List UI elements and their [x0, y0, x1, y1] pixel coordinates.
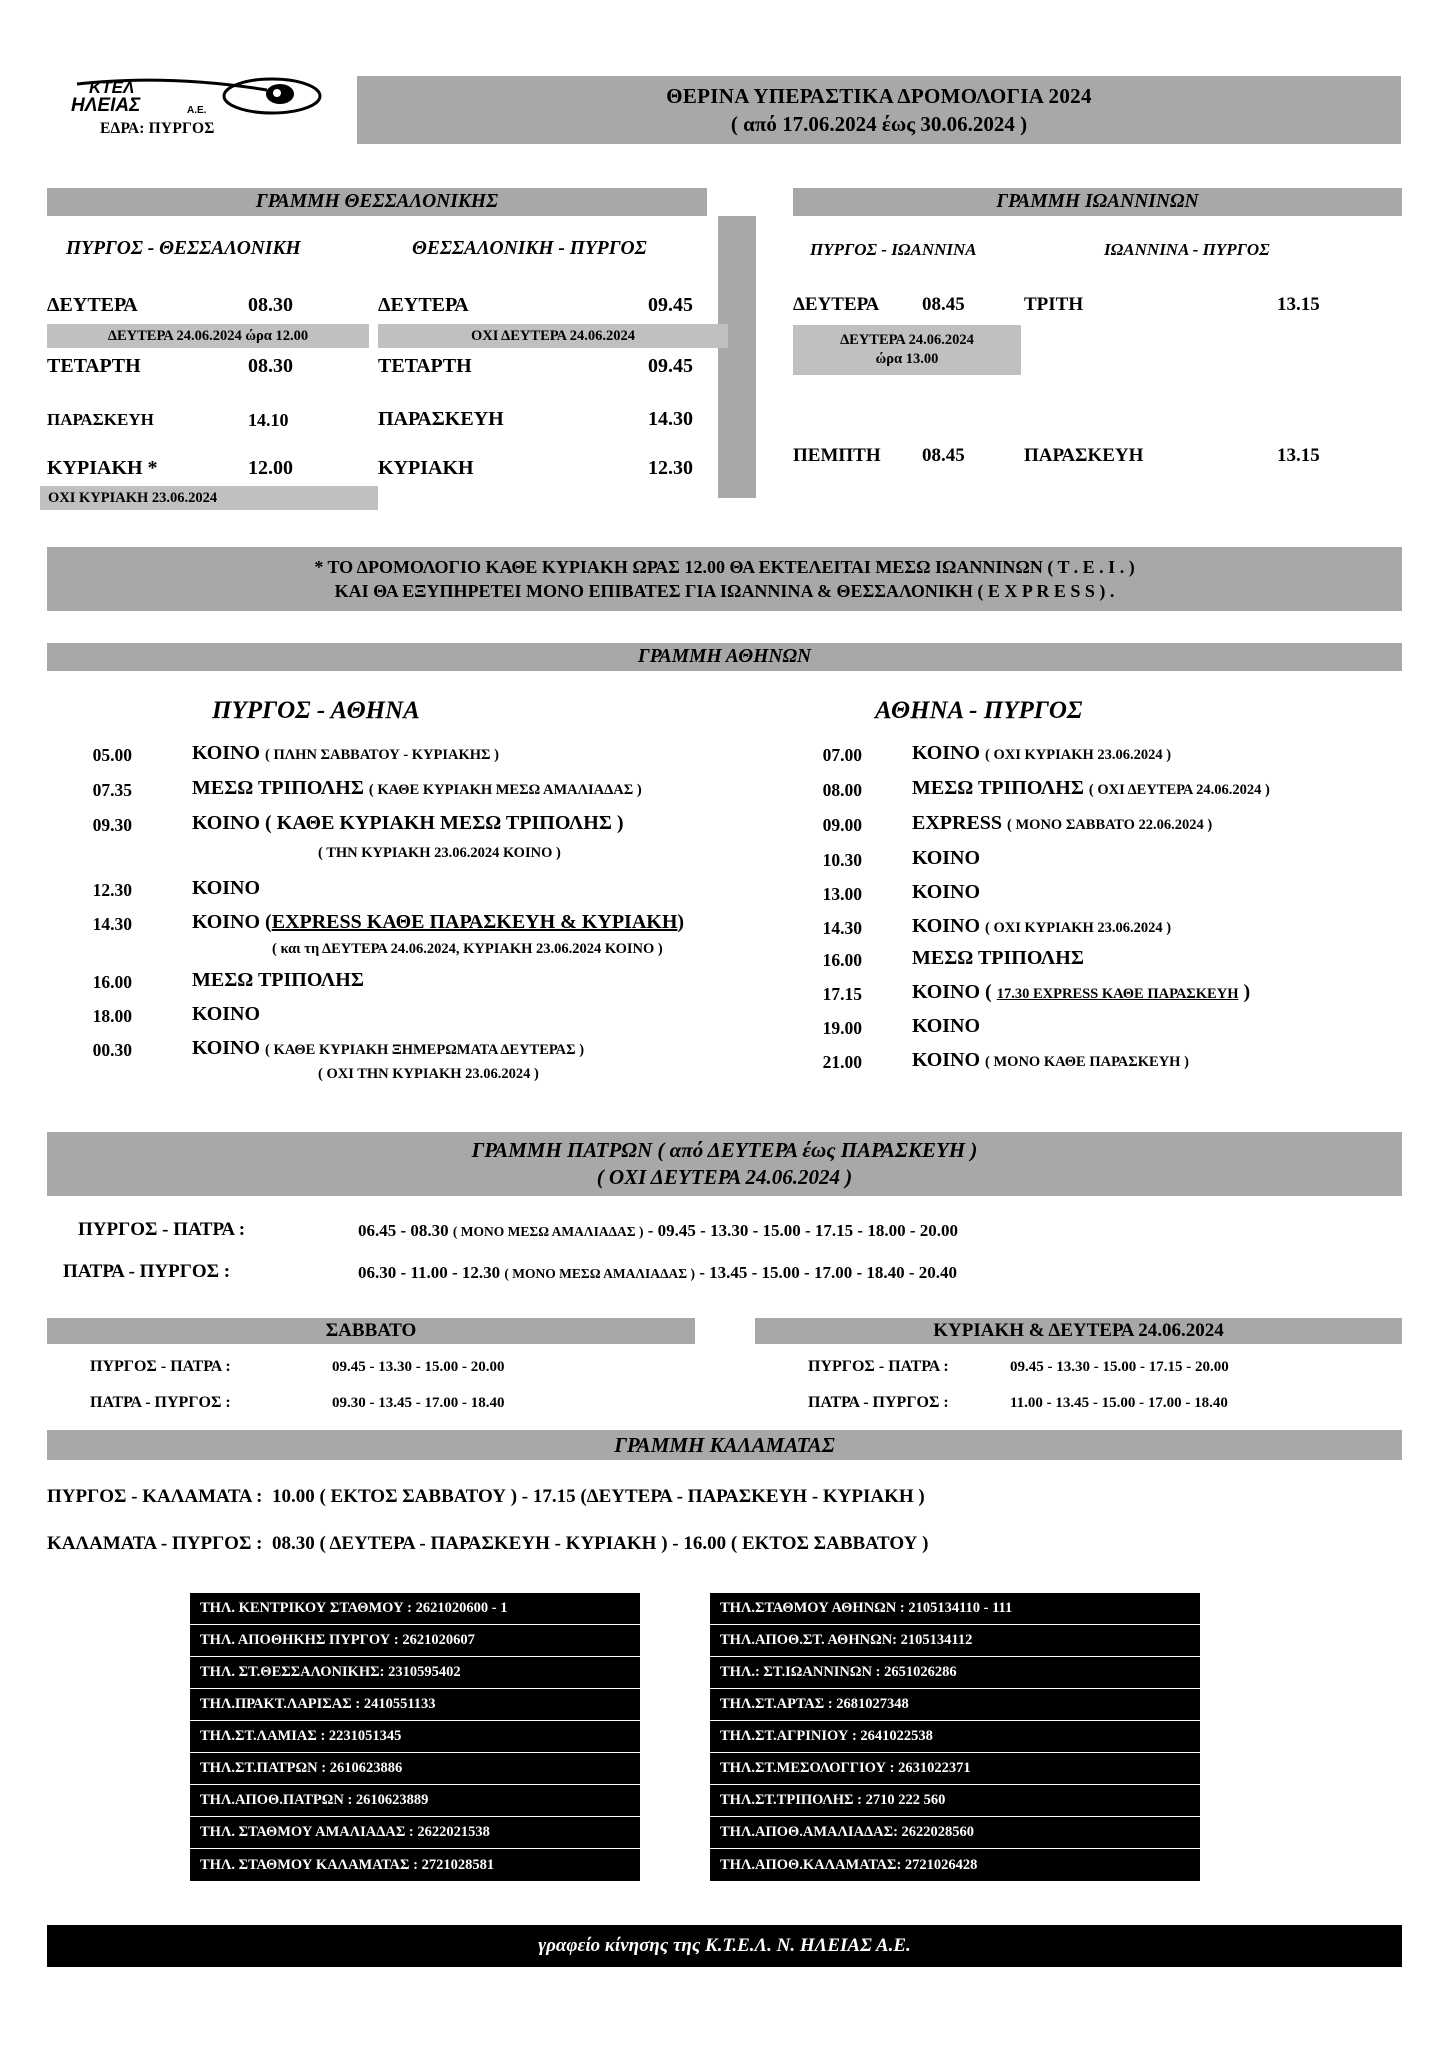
patras-weekday-label-1: ΠΑΤΡΑ - ΠΥΡΓΟΣ : — [63, 1261, 231, 1282]
patras-saturday-band: ΣΑΒΒΑΤΟ — [47, 1318, 695, 1344]
ioannina-outbound-heading: ΠΥΡΓΟΣ - ΙΩΑΝΝΙΝΑ — [810, 240, 977, 259]
ioannina-monday-note — [793, 325, 1021, 375]
phone-row-left-8: ΤΗΛ. ΣΤΑΘΜΟΥ ΚΑΛΑΜΑΤΑΣ : 2721028581 — [190, 1849, 640, 1881]
athens-out-1430-express-note: EXPRESS ΚΑΘΕ ΠΑΡΑΣΚΕΥΗ & ΚΥΡΙΑΚΗ — [271, 911, 678, 933]
athens-in-time-7: 17.15 — [822, 984, 862, 1004]
patras-weekday-times-1: 06.30 - 11.00 - 12.30 ( ΜΟΝΟ ΜΕΣΩ ΑΜΑΛΙΑΔΑΣ ) - 13.45 - 15.00 - 17.00 - 18.40 - 20.40 — [358, 1263, 958, 1282]
athens-out-desc-7: ΚΟΙΝΟ ( ΚΑΘΕ ΚΥΡΙΑΚΗ ΞΗΜΕΡΩΜΑΤΑ ΔΕΥΤΕΡΑΣ ) — [192, 1037, 585, 1059]
page-header — [47, 76, 1402, 146]
phone-row-right-4: ΤΗΛ.ΣΤ.ΑΓΡΙΝΙΟΥ : 2641022538 — [710, 1721, 1200, 1753]
phone-row-right-7: ΤΗΛ.ΑΠΟΘ.ΑΜΑΛΙΑΔΑΣ: 2622028560 — [710, 1817, 1200, 1849]
svg-text:ΗΛΕΙΑΣ: ΗΛΕΙΑΣ — [71, 95, 141, 116]
athens-in-time-2: 09.00 — [822, 815, 862, 835]
ioannina-note-line2: ώρα 13.00 — [875, 351, 939, 367]
kalamata-row-1: ΚΑΛΑΜΑΤΑ - ΠΥΡΓΟΣ : 08.30 ( ΔΕΥΤΕΡΑ - ΠΑΡΑΣΚΕΥΗ - ΚΥΡΙΑΚΗ ) - 16.00 ( ΕΚΤΟΣ ΣΑΒΒΑΤΟΥ ) — [47, 1533, 929, 1554]
express-sunday-note — [47, 547, 1402, 611]
phone-row-right-1: ΤΗΛ.ΑΠΟΘ.ΣΤ. ΑΘΗΝΩΝ: 2105134112 — [710, 1625, 1200, 1657]
patras-band-line1: ΓΡΑΜΜΗ ΠΑΤΡΩΝ ( από ΔΕΥΤΕΡΑ έως ΠΑΡΑΣΚΕΥΗ ) — [471, 1138, 978, 1162]
thessaloniki-section-band: ΓΡΑΜΜΗ ΘΕΣΣΑΛΟΝΙΚΗΣ — [47, 188, 707, 216]
athens-in-desc-8: ΚΟΙΝΟ — [912, 1015, 981, 1037]
thess-in-time-3: 12.30 — [648, 457, 693, 479]
athens-out-time-3: 12.30 — [92, 880, 132, 900]
athens-in-desc-1: ΜΕΣΩ ΤΡΙΠΟΛΗΣ ( ΟΧΙ ΔΕΥΤΕΡΑ 24.06.2024 ) — [912, 777, 1270, 799]
phone-row-right-5: ΤΗΛ.ΣΤ.ΜΕΣΟΛΟΓΓΙΟΥ : 2631022371 — [710, 1753, 1200, 1785]
thess-out-note-monday: ΔΕΥΤΕΡΑ 24.06.2024 ώρα 12.00 — [47, 324, 369, 348]
patras-section-band — [47, 1132, 1402, 1196]
thess-out-note-sunday: ΟΧΙ ΚΥΡΙΑΚΗ 23.06.2024 — [40, 486, 378, 510]
phone-row-right-8: ΤΗΛ.ΑΠΟΘ.ΚΑΛΑΜΑΤΑΣ: 2721026428 — [710, 1849, 1200, 1881]
page-title-dates: ( από 17.06.2024 έως 30.06.2024 ) — [730, 111, 1028, 136]
athens-out-time-2: 09.30 — [92, 815, 132, 835]
thess-out-time-0: 08.30 — [248, 294, 293, 316]
ktel-hleias-logo-icon — [67, 76, 322, 116]
athens-in-time-0: 07.00 — [822, 745, 862, 765]
thess-in-day-0: ΔΕΥΤΕΡΑ — [378, 294, 469, 316]
phone-row-left-5: ΤΗΛ.ΣΤ.ΠΑΤΡΩΝ : 2610623886 — [190, 1753, 640, 1785]
ioannina-note-line1: ΔΕΥΤΕΡΑ 24.06.2024 — [840, 332, 974, 348]
athens-out-desc-4: ΚΟΙΝΟ (EXPRESS ΚΑΘΕ ΠΑΡΑΣΚΕΥΗ & ΚΥΡΙΑΚΗ) — [192, 911, 685, 933]
ioannina-inbound-heading: ΙΩΑΝΝΙΝΑ - ΠΥΡΓΟΣ — [1104, 240, 1270, 259]
athens-out-time-7: 00.30 — [92, 1040, 132, 1060]
athens-in-time-6: 16.00 — [822, 950, 862, 970]
patras-weekday-label-0: ΠΥΡΓΟΣ - ΠΑΤΡΑ : — [78, 1219, 246, 1240]
athens-out-time-1: 07.35 — [92, 780, 132, 800]
athens-in-1715-express-note: 17.30 EXPRESS ΚΑΘΕ ΠΑΡΑΣΚΕΥΗ — [996, 986, 1239, 1002]
footer-text: γραφείο κίνησης της Κ.Τ.Ε.Λ. Ν. ΗΛΕΙΑΣ Α.Ε. — [538, 1935, 911, 1956]
patras-sunday-band: ΚΥΡΙΑΚΗ & ΔΕΥΤΕΡΑ 24.06.2024 — [755, 1318, 1402, 1344]
ioan-in-day-0: ΤΡΙΤΗ — [1024, 294, 1084, 315]
ioan-in-time-0: 13.15 — [1277, 294, 1320, 315]
patras-sun-label-0: ΠΥΡΓΟΣ - ΠΑΤΡΑ : — [808, 1358, 949, 1375]
ioan-out-time-1: 08.45 — [922, 445, 965, 466]
athens-in-desc-2: EXPRESS ( ΜΟΝΟ ΣΑΒΒΑΤΟ 22.06.2024 ) — [912, 812, 1213, 834]
patras-sat-label-1: ΠΑΤΡΑ - ΠΥΡΓΟΣ : — [90, 1394, 231, 1411]
patras-sat-times-1: 09.30 - 13.45 - 17.00 - 18.40 — [332, 1395, 505, 1411]
phone-row-right-2: ΤΗΛ.: ΣΤ.ΙΩΑΝΝΙΝΩΝ : 2651026286 — [710, 1657, 1200, 1689]
thess-in-day-1: ΤΕΤΑΡΤΗ — [378, 355, 472, 377]
athens-out-desc-6: ΚΟΙΝΟ — [192, 1003, 261, 1025]
athens-out-desc-2: ΚΟΙΝΟ ( ΚΑΘΕ ΚΥΡΙΑΚΗ ΜΕΣΩ ΤΡΙΠΟΛΗΣ ) — [192, 812, 624, 834]
phone-row-right-3: ΤΗΛ.ΣΤ.ΑΡΤΑΣ : 2681027348 — [710, 1689, 1200, 1721]
thess-out-day-0: ΔΕΥΤΕΡΑ — [47, 294, 138, 316]
patras-band-line2: ( ΟΧΙ ΔΕΥΤΕΡΑ 24.06.2024 ) — [596, 1165, 853, 1189]
thessaloniki-outbound-heading: ΠΥΡΓΟΣ - ΘΕΣΣΑΛΟΝΙΚΗ — [66, 238, 301, 259]
kalamata-section-band: ΓΡΑΜΜΗ ΚΑΛΑΜΑΤΑΣ — [47, 1430, 1402, 1460]
athens-out-desc-1: ΜΕΣΩ ΤΡΙΠΟΛΗΣ ( ΚΑΘΕ ΚΥΡΙΑΚΗ ΜΕΣΩ ΑΜΑΛΙΑΔΑΣ ) — [192, 777, 642, 799]
thess-in-time-1: 09.45 — [648, 355, 693, 377]
thess-in-time-2: 14.30 — [648, 408, 693, 430]
athens-in-time-1: 08.00 — [822, 780, 862, 800]
athens-outbound-heading: ΠΥΡΓΟΣ - ΑΘΗΝΑ — [212, 697, 420, 724]
athens-in-desc-3: ΚΟΙΝΟ — [912, 847, 981, 869]
thess-out-day-1: ΤΕΤΑΡΤΗ — [47, 355, 141, 377]
phone-row-left-7: ΤΗΛ. ΣΤΑΘΜΟΥ ΑΜΑΛΙΑΔΑΣ : 2622021538 — [190, 1817, 640, 1849]
page-footer — [47, 1925, 1402, 1967]
athens-in-desc-9: ΚΟΙΝΟ ( ΜΟΝΟ ΚΑΘΕ ΠΑΡΑΣΚΕΥΗ ) — [912, 1049, 1189, 1071]
thess-in-day-3: ΚΥΡΙΑΚΗ — [378, 457, 474, 479]
page-title-banner — [357, 76, 1401, 144]
athens-in-desc-4: ΚΟΙΝΟ — [912, 881, 981, 903]
athens-out-desc-3: ΚΟΙΝΟ — [192, 877, 261, 899]
athens-in-time-4: 13.00 — [822, 884, 862, 904]
athens-in-time-5: 14.30 — [822, 918, 862, 938]
ioannina-section-band: ΓΡΑΜΜΗ ΙΩΑΝΝΙΝΩΝ — [793, 188, 1402, 216]
column-divider — [718, 216, 756, 498]
athens-in-desc-0: ΚΟΙΝΟ ( ΟΧΙ ΚΥΡΙΑΚΗ 23.06.2024 ) — [912, 742, 1172, 764]
athens-out-time-0: 05.00 — [92, 745, 132, 765]
phone-row-left-1: ΤΗΛ. ΑΠΟΘΗΚΗΣ ΠΥΡΓΟΥ : 2621020607 — [190, 1625, 640, 1657]
thess-out-time-1: 08.30 — [248, 355, 293, 377]
athens-in-desc-5: ΚΟΙΝΟ ( ΟΧΙ ΚΥΡΙΑΚΗ 23.06.2024 ) — [912, 915, 1172, 937]
thessaloniki-inbound-heading: ΘΕΣΣΑΛΟΝΙΚΗ - ΠΥΡΓΟΣ — [412, 238, 647, 259]
athens-out-subnote-1430: ( και τη ΔΕΥΤΕΡΑ 24.06.2024, ΚΥΡΙΑΚΗ 23.06.2024 ΚΟΙΝΟ ) — [272, 941, 663, 957]
patras-sat-times-0: 09.45 - 13.30 - 15.00 - 20.00 — [332, 1359, 505, 1375]
athens-out-desc-5: ΜΕΣΩ ΤΡΙΠΟΛΗΣ — [192, 969, 364, 991]
ioan-out-day-0: ΔΕΥΤΕΡΑ — [793, 294, 880, 315]
svg-text:Α.Ε.: Α.Ε. — [187, 105, 207, 116]
ioan-in-time-1: 13.15 — [1277, 445, 1320, 466]
ioan-out-day-1: ΠΕΜΠΤΗ — [793, 445, 881, 466]
ioan-out-time-0: 08.45 — [922, 294, 965, 315]
athens-out-time-6: 18.00 — [92, 1006, 132, 1026]
patras-weekday-times-0: 06.45 - 08.30 ( ΜΟΝΟ ΜΕΣΩ ΑΜΑΛΙΑΔΑΣ ) - 09.45 - 13.30 - 15.00 - 17.15 - 18.00 - 20.00 — [358, 1221, 958, 1240]
athens-in-time-9: 21.00 — [822, 1052, 862, 1072]
patras-sat-label-0: ΠΥΡΓΟΣ - ΠΑΤΡΑ : — [90, 1358, 231, 1375]
thess-out-day-3: ΚΥΡΙΑΚΗ * — [47, 457, 158, 479]
athens-in-time-3: 10.30 — [822, 850, 862, 870]
athens-out-subnote-0030: ( ΟΧΙ ΤΗΝ ΚΥΡΙΑΚΗ 23.06.2024 ) — [318, 1066, 539, 1082]
athens-section-band: ΓΡΑΜΜΗ ΑΘΗΝΩΝ — [47, 643, 1402, 671]
express-note-line1: * ΤΟ ΔΡΟΜΟΛΟΓΙΟ ΚΑΘΕ ΚΥΡΙΑΚΗ ΩΡΑΣ 12.00 ΘΑ ΕΚΤΕΛΕΙΤΑΙ ΜΕΣΩ ΙΩΑΝΝΙΝΩΝ ( Τ . Ε . Ι . ) — [314, 556, 1135, 577]
company-base-label: ΕΔΡΑ: ΠΥΡΓΟΣ — [100, 120, 215, 137]
athens-out-time-4: 14.30 — [92, 914, 132, 934]
phone-row-left-4: ΤΗΛ.ΣΤ.ΛΑΜΙΑΣ : 2231051345 — [190, 1721, 640, 1753]
svg-text:KTEΛ: KTEΛ — [89, 78, 135, 97]
phone-row-right-0: ΤΗΛ.ΣΤΑΘΜΟΥ ΑΘΗΝΩΝ : 2105134110 - 111 — [710, 1593, 1200, 1625]
patras-sun-times-0: 09.45 - 13.30 - 15.00 - 17.15 - 20.00 — [1010, 1359, 1229, 1375]
athens-out-desc-0: ΚΟΙΝΟ ( ΠΛΗΝ ΣΑΒΒΑΤΟΥ - ΚΥΡΙΑΚΗΣ ) — [192, 742, 499, 764]
page-title: ΘΕΡΙΝΑ ΥΠΕΡΑΣΤΙΚΑ ΔΡΟΜΟΛΟΓΙΑ 2024 — [666, 83, 1092, 108]
ioan-in-day-1: ΠΑΡΑΣΚΕΥΗ — [1024, 445, 1144, 466]
phone-row-left-2: ΤΗΛ. ΣΤ.ΘΕΣΣΑΛΟΝΙΚΗΣ: 2310595402 — [190, 1657, 640, 1689]
thess-out-time-3: 12.00 — [248, 457, 293, 479]
athens-out-time-5: 16.00 — [92, 972, 132, 992]
phone-row-right-6: ΤΗΛ.ΣΤ.ΤΡΙΠΟΛΗΣ : 2710 222 560 — [710, 1785, 1200, 1817]
thess-out-time-2: 14.10 — [248, 410, 289, 430]
express-note-line2: ΚΑΙ ΘΑ ΕΞΥΠΗΡΕΤΕΙ ΜΟΝΟ ΕΠΙΒΑΤΕΣ ΓΙΑ ΙΩΑΝΝΙΝΑ & ΘΕΣΣΑΛΟΝΙΚΗ ( Ε Χ Ρ R Ε S S ) . — [334, 580, 1115, 601]
patras-sun-label-1: ΠΑΤΡΑ - ΠΥΡΓΟΣ : — [808, 1394, 949, 1411]
thess-in-time-0: 09.45 — [648, 294, 693, 316]
thess-out-day-2: ΠΑΡΑΣΚΕΥΗ — [47, 410, 154, 429]
phone-row-left-3: ΤΗΛ.ΠΡΑΚΤ.ΛΑΡΙΣΑΣ : 2410551133 — [190, 1689, 640, 1721]
thess-in-day-2: ΠΑΡΑΣΚΕΥΗ — [378, 408, 504, 430]
athens-in-desc-7: ΚΟΙΝΟ ( 17.30 EXPRESS ΚΑΘΕ ΠΑΡΑΣΚΕΥΗ ) — [912, 981, 1251, 1003]
phone-row-left-6: ΤΗΛ.ΑΠΟΘ.ΠΑΤΡΩΝ : 2610623889 — [190, 1785, 640, 1817]
athens-out-subnote-0930: ( ΤΗΝ ΚΥΡΙΑΚΗ 23.06.2024 ΚΟΙΝΟ ) — [318, 845, 561, 861]
patras-sun-times-1: 11.00 - 13.45 - 15.00 - 17.00 - 18.40 — [1010, 1395, 1228, 1411]
athens-in-desc-6: ΜΕΣΩ ΤΡΙΠΟΛΗΣ — [912, 947, 1084, 969]
kalamata-row-0: ΠΥΡΓΟΣ - ΚΑΛΑΜΑΤΑ : 10.00 ( ΕΚΤΟΣ ΣΑΒΒΑΤΟΥ ) - 17.15 (ΔΕΥΤΕΡΑ - ΠΑΡΑΣΚΕΥΗ - ΚΥΡΙΑΚΗ ) — [47, 1486, 925, 1507]
athens-inbound-heading: ΑΘΗΝΑ - ΠΥΡΓΟΣ — [875, 697, 1083, 724]
athens-in-time-8: 19.00 — [822, 1018, 862, 1038]
thess-in-note-monday: ΟΧΙ ΔΕΥΤΕΡΑ 24.06.2024 — [378, 324, 728, 348]
phone-row-left-0: ΤΗΛ. ΚΕΝΤΡΙΚΟΥ ΣΤΑΘΜΟΥ : 2621020600 - 1 — [190, 1593, 640, 1625]
